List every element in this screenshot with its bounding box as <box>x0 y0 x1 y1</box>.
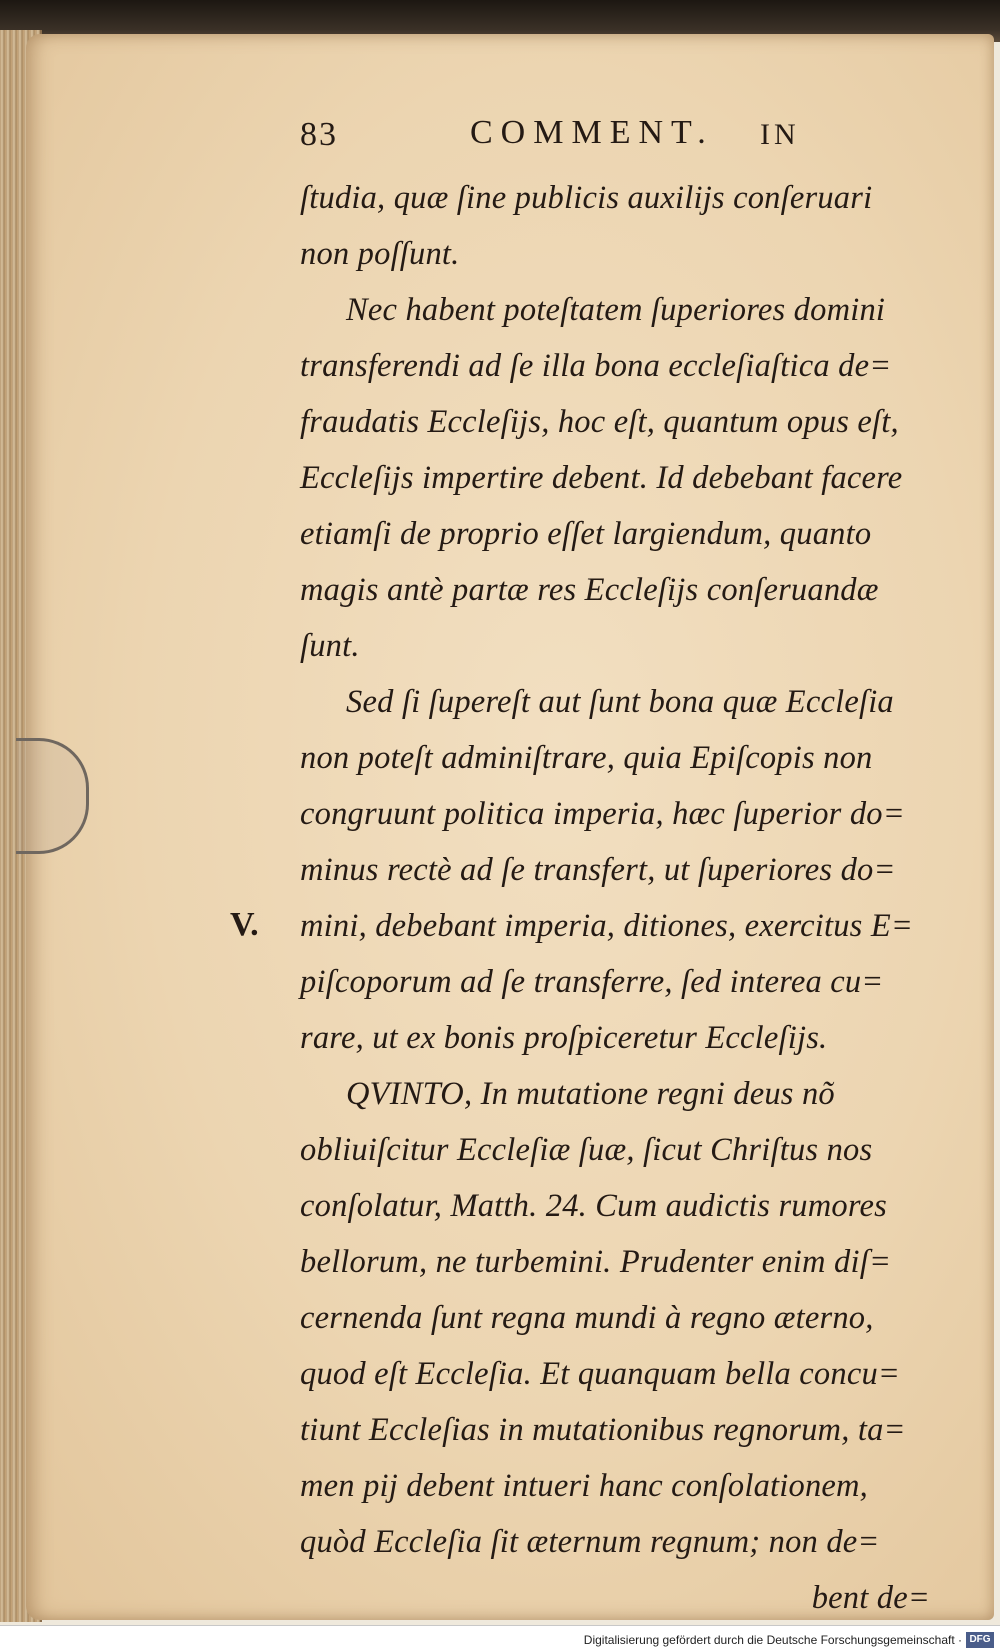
text-line: quòd Eccleſia ſit æternum regnum; non de= <box>300 1524 880 1560</box>
text-line: ſunt. <box>300 628 360 664</box>
text-line: minus rectè ad ſe transfert, ut ſuperiores do= <box>300 852 896 888</box>
text-line: conſolatur, Matth. 24. Cum audictis rumores <box>300 1188 887 1224</box>
text-line: cernenda ſunt regna mundi à regno æterno, <box>300 1300 874 1336</box>
text-line: non poteſt adminiſtrare, quia Epiſcopis non <box>300 740 873 776</box>
text-line: rare, ut ex bonis proſpiceretur Eccleſijs. <box>300 1020 828 1056</box>
marginal-note: V. <box>230 906 259 943</box>
text-line: etiamſi de proprio eſſet largiendum, quanto <box>300 516 872 552</box>
text-line: Eccleſijs impertire debent. Id debebant facere <box>300 460 903 496</box>
text-line: obliuiſcitur Eccleſiæ ſuæ, ſicut Chriſtus nos <box>300 1132 873 1168</box>
text-line: fraudatis Eccleſijs, hoc eſt, quantum opus eſt, <box>300 404 899 440</box>
footer-bar <box>0 1625 1000 1652</box>
text-block <box>300 110 960 1626</box>
clip-mark <box>16 738 89 854</box>
text-line: piſcoporum ad ſe transferre, ſed interea cu= <box>300 964 884 1000</box>
text-line: mini, debebant imperia, ditiones, exercitus E= <box>300 908 914 944</box>
running-title: COMMENT. <box>470 114 714 151</box>
text-line: congruunt politica imperia, hæc ſuperior do= <box>300 796 905 832</box>
text-line: bellorum, ne turbemini. Prudenter enim diſ= <box>300 1244 892 1280</box>
text-line: tiunt Eccleſias in mutationibus regnorum, ta= <box>300 1412 906 1448</box>
text-line: quod eſt Eccleſia. Et quanquam bella concu= <box>300 1356 901 1392</box>
page-header <box>300 110 960 170</box>
text-line: magis antè partæ res Eccleſijs conſeruandæ <box>300 572 879 608</box>
text-line: Sed ſi ſupereſt aut ſunt bona quæ Eccleſia <box>346 684 894 720</box>
running-title-in: IN <box>760 118 800 151</box>
text-line: Nec habent poteſtatem ſuperiores domini <box>346 292 886 328</box>
text-line: ſtudia, quæ ſine publicis auxilijs conſeruari <box>300 180 873 216</box>
text-line: non poſſunt. <box>300 236 460 272</box>
dfg-logo-icon: DFG <box>966 1632 994 1648</box>
catchword: bent de= <box>811 1580 930 1616</box>
text-line: men pij debent intueri hanc conſolationem, <box>300 1468 869 1504</box>
text-line: transferendi ad ſe illa bona eccleſiaſtica de= <box>300 348 892 384</box>
footer-credit: Digitalisierung gefördert durch die Deutsche Forschungsgemeinschaft · <box>583 1633 962 1647</box>
page-number: 83 <box>300 116 338 153</box>
text-line: QVINTO, In mutatione regni deus nõ <box>346 1076 835 1112</box>
